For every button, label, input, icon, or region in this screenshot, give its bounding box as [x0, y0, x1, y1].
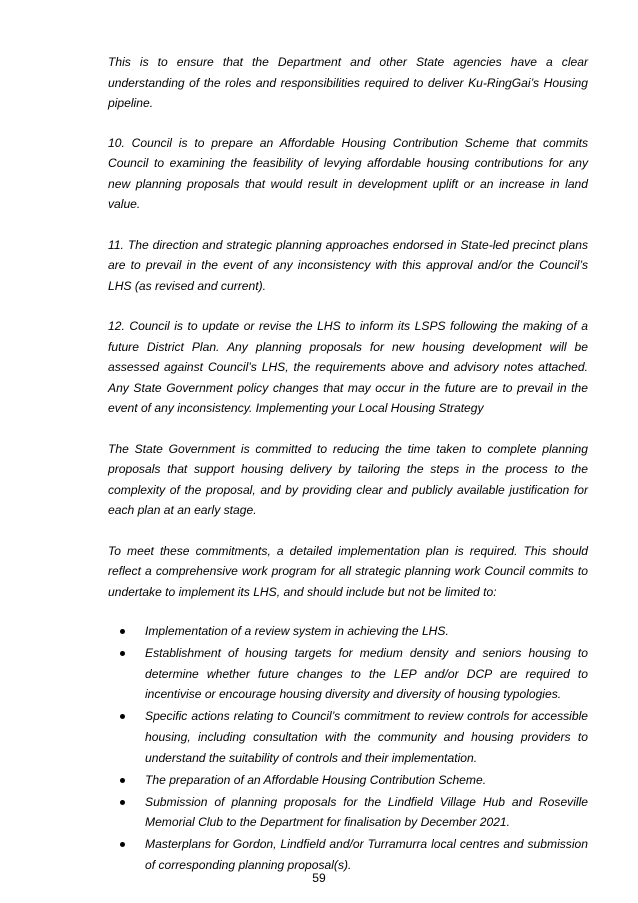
paragraph-item-12: 12. Council is to update or revise the LHS to inform its LSPS following the making of a future District Plan. Any planning proposals for new housing development will be assessed against Council’s LHS, the requirements above and advisory notes attached. Any State Government policy changes that may occur in the future are to prevail in the event of any inconsistency. Implementing your Local Housing Strategy — [108, 319, 588, 415]
list-item — [108, 706, 588, 768]
list-item-text: Submission of planning proposals for the Lindfield Village Hub and Roseville Memorial Club to the Department for finalisation by December 2021. — [145, 794, 588, 830]
list-item-text: Implementation of a review system in achieving the LHS. — [145, 624, 449, 638]
paragraph-commitment: The State Government is committed to reducing the time taken to complete planning proposals that support housing delivery by tailoring the steps in the process to the complexity of the proposal, and by providing clear and publicly available justification for each plan at an early stage. — [108, 441, 588, 517]
bullet-icon — [120, 842, 125, 847]
page-number: 59 — [312, 871, 326, 885]
paragraph-implementation-plan: To meet these commitments, a detailed implementation plan is required. This should reflect a comprehensive work program for all strategic planning work Council commits to undertake to implement its LHS, and should include but not be limited to: — [108, 543, 588, 599]
implementation-list — [108, 621, 588, 876]
list-item-text: Masterplans for Gordon, Lindfield and/or Turramurra local centres and submission of corresponding planning proposal(s). — [145, 837, 588, 873]
list-item-text: The preparation of an Affordable Housing Contribution Scheme. — [145, 772, 487, 787]
bullet-icon — [120, 714, 125, 719]
list-item-text: Specific actions relating to Council’s commitment to review controls for accessible housing, including consultation with the community and housing providers to understand the suitability of controls and their implementation. — [145, 709, 588, 765]
list-item — [108, 792, 588, 833]
bullet-icon — [120, 800, 125, 805]
paragraph-item-11: 11. The direction and strategic planning approaches endorsed in State-led precinct plans are to prevail in the event of any inconsistency with this approval and/or the Council’s LHS (as revised and current). — [108, 237, 588, 293]
list-item — [108, 770, 588, 791]
bullet-icon — [120, 651, 125, 656]
list-item-text: Establishment of housing targets for medium density and seniors housing to determine whether future changes to the LEP and/or DCP are required to incentivise or encourage housing diversity and diversity of housing typologies. — [145, 646, 588, 702]
bullet-icon — [120, 629, 125, 634]
list-item — [108, 834, 588, 875]
document-body — [108, 52, 588, 877]
paragraph-intro: This is to ensure that the Department and other State agencies have a clear understanding of the roles and responsibilities required to deliver Ku-RingGai’s Housing pipeline. — [108, 55, 588, 110]
paragraph-item-10: 10. Council is to prepare an Affordable Housing Contribution Scheme that commits Council to examining the feasibility of levying affordable housing contributions for any new planning proposals that would result in development uplift or an increase in land value. — [108, 135, 588, 211]
bullet-icon — [120, 778, 125, 783]
list-item — [108, 643, 588, 705]
list-item — [108, 621, 588, 642]
